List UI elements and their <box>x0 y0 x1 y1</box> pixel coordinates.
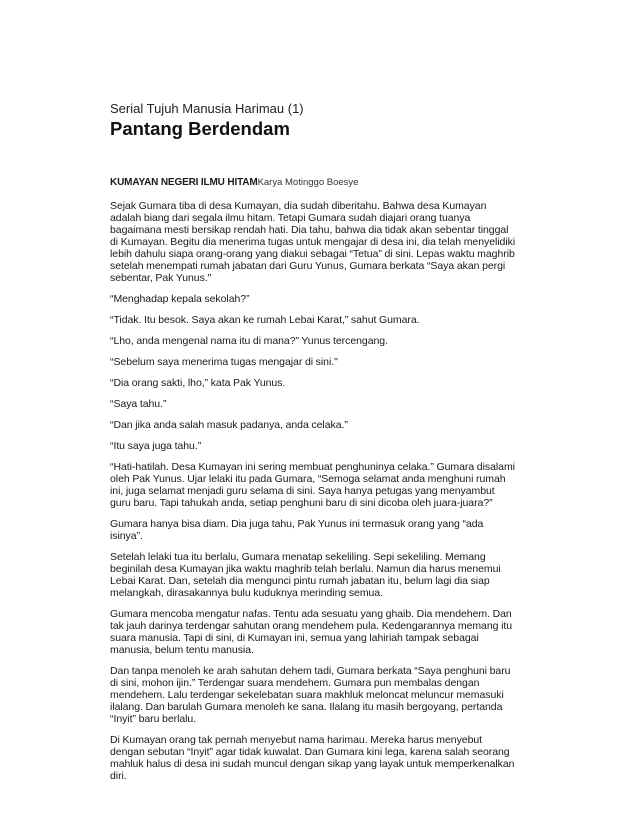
paragraph-15: Di Kumayan orang tak pernah menyebut nama harimau. Mereka harus menyebut dengan sebutan “Inyit” agar tidak kuwalat. Dan Gumara kini lega, karena salah seorang mahluk halus di desa ini sudah muncul dengan sikap yang layak untuk memperkenalkan diri. <box>110 734 515 782</box>
paragraph-7: “Saya tahu.” <box>110 398 167 410</box>
article-title: Pantang Berdendam <box>110 118 290 139</box>
section-heading-line <box>110 177 516 189</box>
paragraph-list <box>110 200 516 782</box>
paragraph-14: Dan tanpa menoleh ke arah sahutan dehem tadi, Gumara berkata “Saya penghuni baru di sini, mohon ijin.” Terdengar suara mendehem. Gumara pun membalas dengan mendehem. Lalu terdengar sekelebatan suara makhluk meloncat meluncur memasuki ilalang. Dan barulah Gumara menoleh ke sana. Ilalang itu masih bergoyang, pertanda “Inyit” baru berlalu. <box>110 665 511 725</box>
paragraph-10: “Hati-hatilah. Desa Kumayan ini sering membuat penghuninya celaka.” Gumara disalami oleh Pak Yunus. Ujar lelaki itu pada Gumara, “Semoga selamat anda menghuni rumah ini, juga selamat menjadi guru selama di sini. Saya hanya petugas yang menyambut guru baru. Tapi tahukah anda, setiap penghuni baru di sini dicoba oleh juara-juara?” <box>110 461 515 509</box>
paragraph-9: “Itu saya juga tahu.” <box>110 440 202 452</box>
paragraph-4: “Lho, anda mengenal nama itu di mana?” Yunus tercengang. <box>110 335 388 347</box>
series-title: Serial Tujuh Manusia Harimau (1) <box>110 101 304 116</box>
paragraph-2: “Menghadap kepala sekolah?” <box>110 293 250 305</box>
paragraph-5: “Sebelum saya menerima tugas mengajar di sini." <box>110 356 338 368</box>
paragraph-11: Gumara hanya bisa diam. Dia juga tahu, Pak Yunus ini termasuk orang yang “ada isinya”. <box>110 518 484 542</box>
paragraph-12: Setelah lelaki tua itu berlalu, Gumara menatap sekeliling. Sepi sekeliling. Memang beginilah desa Kumayan jika waktu maghrib telah berlalu. Namun dia harus menemui Lebai Karat. Dan, setelah dia mengunci pintu rumah jabatan itu, belum lagi dia siap melangkah, dirasakannya bulu kuduknya merinding semua. <box>110 551 501 599</box>
paragraph-6: “Dia orang sakti, lho,” kata Pak Yunus. <box>110 377 286 389</box>
paragraph-3: “Tidak. Itu besok. Saya akan ke rumah Lebai Karat,” sahut Gumara. <box>110 314 420 326</box>
article-body <box>110 101 516 791</box>
section-heading: KUMAYAN NEGERI ILMU HITAM <box>110 177 258 188</box>
paragraph-1: Sejak Gumara tiba di desa Kumayan, dia sudah diberitahu. Bahwa desa Kumayan adalah biang dari segala ilmu hitam. Tetapi Gumara sudah diajari orang tuanya bagaimana mesti bersikap rendah hati. Dia tahu, bahwa dia tidak akan sebentar tinggal di Kumayan. Begitu dia menerima tugas untuk mengajar di desa ini, dia telah menyelidiki lebih dahulu siapa orang-orang yang diakui sebagai “Tetua” di sini. Lepas waktu maghrib setelah menempati rumah jabatan dari Guru Yunus, Gumara berkata “Saya akan pergi sebentar, Pak Yunus." <box>110 200 516 284</box>
paragraph-8: “Dan jika anda salah masuk padanya, anda celaka.” <box>110 419 348 431</box>
author-line: Karya Motinggo Boesye <box>257 177 359 188</box>
paragraph-13: Gumara mencoba mengatur nafas. Tentu ada sesuatu yang ghaib. Dia mendehem. Dan tak jauh darinya terdengar sahutan orang mendehem pula. Kedengarannya memang itu suara manusia. Tapi di sini, di Kumayan ini, semua yang lahiriah tampak sebagai manusia, belum tentu manusia. <box>110 608 513 656</box>
